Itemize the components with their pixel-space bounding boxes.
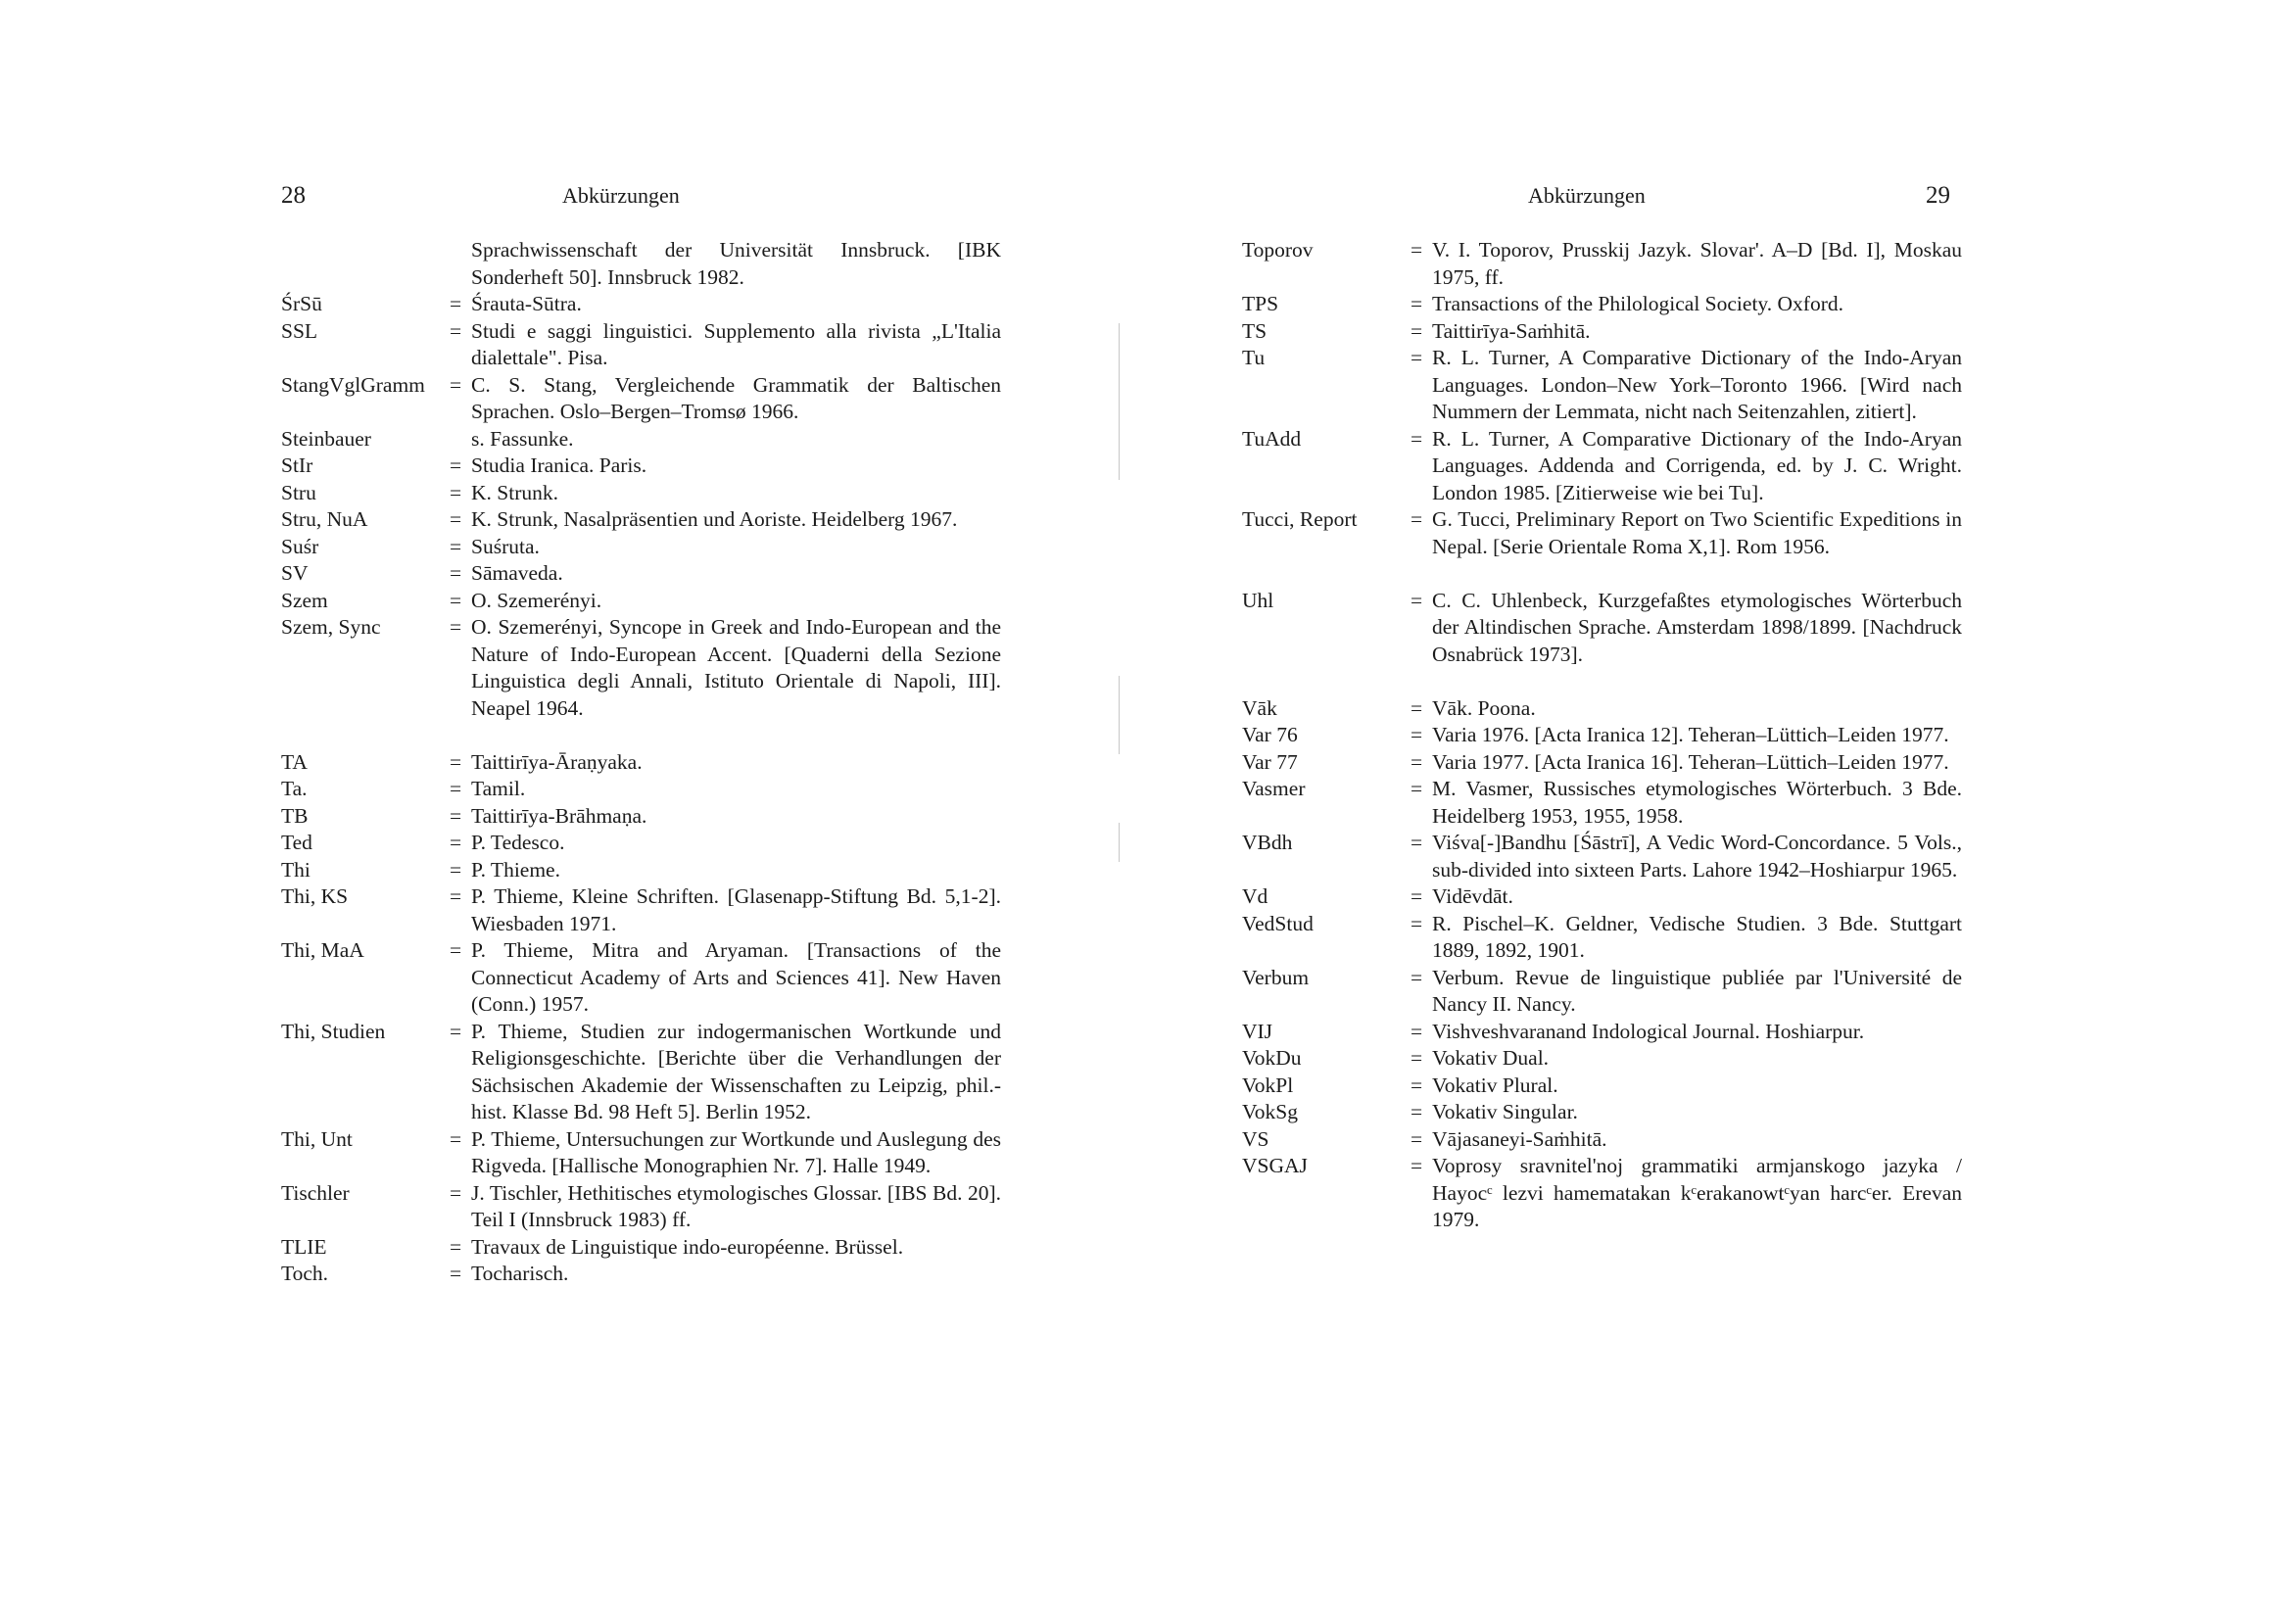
page-number: 28: [281, 182, 306, 209]
abbreviation-term: Var 76: [1242, 723, 1298, 746]
abbreviation-entry: [1242, 1126, 1962, 1154]
equals-sign: =: [1411, 1154, 1423, 1177]
abbreviation-definition: P. Thieme, Studien zur indogermanischen Wortkunde und Religionsgeschichte. [Berichte über die Verhandlungen der Sächsischen Akademie der Wissenschaften zu Leipzig, phil.-hist. Klasse Bd. 98 Heft 5]. Berlin 1952.: [471, 1019, 1001, 1123]
equals-sign: =: [450, 803, 462, 828]
abbreviation-definition: s. Fassunke.: [471, 426, 574, 451]
abbreviation-entry: [1242, 1073, 1962, 1100]
abbreviation-term: SSL: [281, 318, 318, 343]
abbreviation-definition: Transactions of the Philological Society. Oxford.: [1432, 292, 1843, 315]
abbreviation-list: [281, 237, 1001, 1288]
abbreviation-entry: [281, 614, 1001, 722]
abbreviation-entry: [281, 588, 1001, 615]
equals-sign: =: [450, 777, 462, 800]
section-gap: [281, 722, 1001, 749]
abbreviation-term: Thi, KS: [281, 884, 349, 908]
running-head: Abkürzungen: [562, 183, 680, 208]
abbreviation-definition: C. S. Stang, Vergleichende Grammatik der Baltischen Sprachen. Oslo–Bergen–Tromsø 1966.: [471, 372, 1001, 423]
abbreviation-term: StangVglGramm: [281, 372, 425, 397]
abbreviation-term: VokPl: [1242, 1073, 1294, 1097]
abbreviation-definition: Taittirīya-Saṁhitā.: [1432, 318, 1591, 343]
abbreviation-term: Ted: [281, 831, 312, 854]
abbreviation-definition: Sāmaveda.: [471, 561, 563, 585]
abbreviation-term: TB: [281, 803, 309, 828]
abbreviation-entry: [1242, 318, 1962, 346]
abbreviation-definition: Vishveshvaranand Indological Journal. Hoshiarpur.: [1432, 1019, 1865, 1043]
abbreviation-entry: [1242, 1153, 1962, 1234]
running-head: Abkürzungen: [1528, 183, 1646, 208]
abbreviation-term: Steinbauer: [281, 426, 371, 451]
equals-sign: =: [450, 1126, 462, 1151]
abbreviation-entry: [281, 237, 1001, 291]
abbreviation-term: VedStud: [1242, 911, 1314, 935]
equals-sign: =: [450, 534, 462, 558]
abbreviation-definition: R. L. Turner, A Comparative Dictionary of the Indo-Aryan Languages. Addenda and Corrigenda, ed. by J. C. Wright. London 1985. [Zitierweise wie bei Tu].: [1432, 426, 1962, 504]
abbreviation-definition: K. Strunk, Nasalpräsentien und Aoriste. Heidelberg 1967.: [471, 507, 958, 531]
abbreviation-term: Szem, Sync: [281, 615, 381, 639]
abbreviation-term: Uhl: [1242, 588, 1274, 612]
equals-sign: =: [450, 1180, 462, 1205]
abbreviation-definition: Vājasaneyi-Saṁhitā.: [1432, 1126, 1607, 1151]
equals-sign: =: [450, 1262, 462, 1285]
abbreviation-entry: [281, 776, 1001, 803]
abbreviation-term: TPS: [1242, 292, 1279, 315]
abbreviation-definition: Varia 1976. [Acta Iranica 12]. Teheran–Lüttich–Leiden 1977.: [1432, 723, 1949, 746]
equals-sign: =: [1411, 1100, 1423, 1123]
abbreviation-term: Thi, Unt: [281, 1126, 353, 1151]
abbreviation-term: VokDu: [1242, 1046, 1302, 1070]
gutter-mark: [1119, 823, 1120, 862]
abbreviation-entry: [281, 453, 1001, 480]
abbreviation-definition: P. Thieme, Mitra and Aryaman. [Transactions of the Connecticut Academy of Arts and Sciences 41]. New Haven (Conn.) 1957.: [471, 938, 1001, 1016]
equals-sign: =: [450, 318, 462, 343]
equals-sign: =: [1411, 1126, 1423, 1151]
equals-sign: =: [1411, 1073, 1423, 1097]
abbreviation-term: Vd: [1242, 884, 1268, 908]
abbreviation-term: Tucci, Report: [1242, 507, 1358, 531]
abbreviation-entry: [1242, 506, 1962, 560]
abbreviation-entry: [281, 291, 1001, 318]
abbreviation-definition: Vokativ Singular.: [1432, 1100, 1578, 1123]
abbreviation-definition: Vokativ Plural.: [1432, 1073, 1558, 1097]
equals-sign: =: [450, 453, 462, 477]
equals-sign: [450, 237, 471, 291]
abbreviation-definition: Verbum. Revue de linguistique publiée par l'Université de Nancy II. Nancy.: [1432, 965, 1962, 1016]
abbreviation-term: Toporov: [1242, 238, 1314, 262]
abbreviation-entry: [281, 372, 1001, 426]
equals-sign: =: [1411, 911, 1423, 935]
abbreviation-entry: [1242, 1045, 1962, 1073]
equals-sign: =: [450, 480, 462, 504]
equals-sign: =: [450, 749, 462, 774]
abbreviation-term: TS: [1242, 318, 1268, 343]
abbreviation-definition: Viśva[-]Bandhu [Śāstrī], A Vedic Word-Concordance. 5 Vols., sub-divided into sixteen Parts. Lahore 1942–Hoshiarpur 1965.: [1432, 831, 1962, 882]
abbreviation-definition: Voprosy sravnitel'noj grammatiki armjanskogo jazyka / Hayocᶜ lezvi hamematakan kᶜerakanowtᶜyan harcᶜer. Erevan 1979.: [1432, 1154, 1962, 1231]
gutter-mark: [1119, 323, 1120, 480]
abbreviation-entry: [281, 883, 1001, 937]
abbreviation-term: TA: [281, 749, 308, 774]
abbreviation-definition: V. I. Toporov, Prusskij Jazyk. Slovar'. A–D [Bd. I], Moskau 1975, ff.: [1432, 238, 1962, 289]
equals-sign: =: [1411, 777, 1423, 800]
abbreviation-entry: [281, 1234, 1001, 1262]
abbreviation-term: VIJ: [1242, 1019, 1273, 1043]
abbreviation-entry: [1242, 830, 1962, 883]
equals-sign: =: [1411, 884, 1423, 908]
equals-sign: =: [1411, 588, 1423, 612]
abbreviation-entry: [281, 534, 1001, 561]
abbreviation-entry: [281, 1126, 1001, 1180]
abbreviation-term: Thi, MaA: [281, 938, 364, 962]
equals-sign: =: [1411, 831, 1423, 854]
abbreviation-definition: M. Vasmer, Russisches etymologisches Wörterbuch. 3 Bde. Heidelberg 1953, 1955, 1958.: [1432, 777, 1962, 828]
abbreviation-entry: [281, 560, 1001, 588]
abbreviation-entry: [281, 749, 1001, 777]
abbreviation-definition: P. Thieme, Kleine Schriften. [Glasenapp-Stiftung Bd. 5,1-2]. Wiesbaden 1971.: [471, 884, 1001, 935]
abbreviation-entry: [281, 803, 1001, 831]
abbreviation-definition: Śrauta-Sūtra.: [471, 292, 582, 315]
abbreviation-term: Thi: [281, 857, 311, 882]
equals-sign: =: [450, 507, 462, 531]
abbreviation-entry: [281, 426, 1001, 453]
equals-sign: =: [1411, 1046, 1423, 1070]
abbreviation-definition: P. Thieme, Untersuchungen zur Wortkunde und Auslegung des Rigveda. [Hallische Monographien Nr. 7]. Halle 1949.: [471, 1126, 1001, 1177]
abbreviation-definition: K. Strunk.: [471, 480, 558, 504]
abbreviation-definition: P. Tedesco.: [471, 831, 565, 854]
equals-sign: =: [1411, 749, 1423, 774]
equals-sign: =: [1411, 318, 1423, 343]
right-page: [1148, 0, 2296, 1622]
abbreviation-entry: [281, 1261, 1001, 1288]
gutter-mark: [1119, 676, 1120, 754]
abbreviation-list: [1242, 237, 1962, 1234]
abbreviation-entry: [281, 506, 1001, 534]
abbreviation-term: Stru: [281, 480, 316, 504]
equals-sign: =: [1411, 346, 1423, 369]
abbreviation-term: StIr: [281, 453, 313, 477]
equals-sign: =: [450, 561, 462, 585]
abbreviation-term: [281, 237, 450, 291]
abbreviation-entry: [1242, 776, 1962, 830]
abbreviation-term: SV: [281, 561, 309, 585]
abbreviation-term: VS: [1242, 1126, 1269, 1151]
abbreviation-term: VSGAJ: [1242, 1154, 1308, 1177]
abbreviation-term: VBdh: [1242, 831, 1293, 854]
abbreviation-entry: [281, 480, 1001, 507]
abbreviation-definition: Studia Iranica. Paris.: [471, 453, 647, 477]
abbreviation-definition: Tocharisch.: [471, 1262, 569, 1285]
abbreviation-definition: Taittirīya-Āraṇyaka.: [471, 749, 643, 774]
abbreviation-term: VokSg: [1242, 1100, 1298, 1123]
abbreviation-entry: [1242, 722, 1962, 749]
abbreviation-entry: [281, 830, 1001, 857]
abbreviation-entry: [1242, 1019, 1962, 1046]
abbreviation-term: Vāk: [1242, 695, 1277, 720]
equals-sign: =: [450, 1019, 462, 1043]
equals-sign: =: [450, 292, 462, 315]
abbreviation-entry: [281, 318, 1001, 372]
abbreviation-definition: G. Tucci, Preliminary Report on Two Scientific Expeditions in Nepal. [Serie Orientale Roma X,1]. Rom 1956.: [1432, 507, 1962, 558]
equals-sign: =: [1411, 507, 1423, 531]
abbreviation-definition: R. L. Turner, A Comparative Dictionary of the Indo-Aryan Languages. London–New York–Toronto 1966. [Wird nach Nummern der Lemmata, nicht nach Seitenzahlen, zitiert].: [1432, 346, 1962, 423]
equals-sign: =: [1411, 965, 1423, 989]
abbreviation-entry: [281, 1180, 1001, 1234]
abbreviation-definition: Travaux de Linguistique indo-européenne. Brüssel.: [471, 1234, 904, 1259]
equals-sign: =: [450, 857, 462, 882]
section-gap: [1242, 668, 1962, 695]
abbreviation-entry: [1242, 883, 1962, 911]
abbreviation-definition: Varia 1977. [Acta Iranica 16]. Teheran–Lüttich–Leiden 1977.: [1432, 749, 1949, 774]
equals-sign: =: [450, 884, 462, 908]
abbreviation-definition: Vidēvdāt.: [1432, 884, 1513, 908]
equals-sign: [450, 426, 471, 453]
equals-sign: =: [450, 615, 462, 639]
abbreviation-definition: Vokativ Dual.: [1432, 1046, 1550, 1070]
abbreviation-entry: [1242, 911, 1962, 965]
abbreviation-term: Var 77: [1242, 749, 1298, 774]
abbreviation-definition: Tamil.: [471, 777, 526, 800]
abbreviation-definition: R. Pischel–K. Geldner, Vedische Studien. 3 Bde. Stuttgart 1889, 1892, 1901.: [1432, 911, 1962, 962]
page-number: 29: [1926, 182, 1950, 209]
equals-sign: =: [1411, 426, 1423, 451]
abbreviation-term: Verbum: [1242, 965, 1310, 989]
abbreviation-definition: O. Szemerényi, Syncope in Greek and Indo-European and the Nature of Indo-European Accent. [Quaderni della Sezione Linguistica degli Annali, Istituto Orientale di Napoli, III]. Neapel 1964.: [471, 615, 1001, 720]
equals-sign: =: [1411, 238, 1423, 262]
abbreviation-entry: [1242, 237, 1962, 291]
abbreviation-entry: [281, 937, 1001, 1019]
abbreviation-entry: [1242, 965, 1962, 1019]
abbreviation-definition: Suśruta.: [471, 534, 540, 558]
abbreviation-entry: [1242, 345, 1962, 426]
abbreviation-term: Szem: [281, 588, 328, 612]
abbreviation-definition: Taittirīya-Brāhmaṇa.: [471, 803, 647, 828]
abbreviation-entry: [1242, 1099, 1962, 1126]
abbreviation-entry: [1242, 695, 1962, 723]
abbreviation-term: Tu: [1242, 346, 1266, 369]
abbreviation-term: Stru, NuA: [281, 507, 368, 531]
abbreviation-definition: Studi e saggi linguistici. Supplemento alla rivista „L'Italia dialettale". Pisa.: [471, 318, 1001, 369]
equals-sign: =: [450, 831, 462, 854]
equals-sign: =: [1411, 723, 1423, 746]
abbreviation-definition: Vāk. Poona.: [1432, 695, 1536, 720]
abbreviation-definition: O. Szemerényi.: [471, 588, 602, 612]
abbreviation-entry: [281, 1019, 1001, 1126]
abbreviation-definition: P. Thieme.: [471, 857, 560, 882]
equals-sign: =: [1411, 1019, 1423, 1043]
abbreviation-definition: C. C. Uhlenbeck, Kurzgefaßtes etymologisches Wörterbuch der Altindischen Sprache. Amsterdam 1898/1899. [Nachdruck Osnabrück 1973].: [1432, 588, 1962, 666]
abbreviation-term: TuAdd: [1242, 426, 1302, 451]
abbreviation-definition: J. Tischler, Hethitisches etymologisches Glossar. [IBS Bd. 20]. Teil I (Innsbruck 1983) ff.: [471, 1180, 1001, 1231]
abbreviation-entry: [1242, 426, 1962, 507]
equals-sign: =: [450, 938, 462, 962]
equals-sign: =: [1411, 292, 1423, 315]
abbreviation-term: Suśr: [281, 534, 319, 558]
abbreviation-entry: [1242, 749, 1962, 777]
equals-sign: =: [450, 588, 462, 612]
equals-sign: =: [450, 372, 462, 397]
abbreviation-term: ŚrSū: [281, 292, 322, 315]
abbreviation-term: Ta.: [281, 777, 308, 800]
abbreviation-entry: [1242, 291, 1962, 318]
abbreviation-term: TLIE: [281, 1234, 327, 1259]
equals-sign: =: [1411, 695, 1423, 720]
abbreviation-definition: Sprachwissenschaft der Universität Innsbruck. [IBK Sonderheft 50]. Innsbruck 1982.: [471, 238, 1001, 289]
abbreviation-entry: [281, 857, 1001, 884]
equals-sign: =: [450, 1234, 462, 1259]
abbreviation-term: Thi, Studien: [281, 1019, 386, 1043]
abbreviation-term: Toch.: [281, 1262, 329, 1285]
abbreviation-term: Tischler: [281, 1180, 350, 1205]
abbreviation-entry: [1242, 588, 1962, 669]
abbreviation-term: Vasmer: [1242, 777, 1306, 800]
section-gap: [1242, 560, 1962, 588]
